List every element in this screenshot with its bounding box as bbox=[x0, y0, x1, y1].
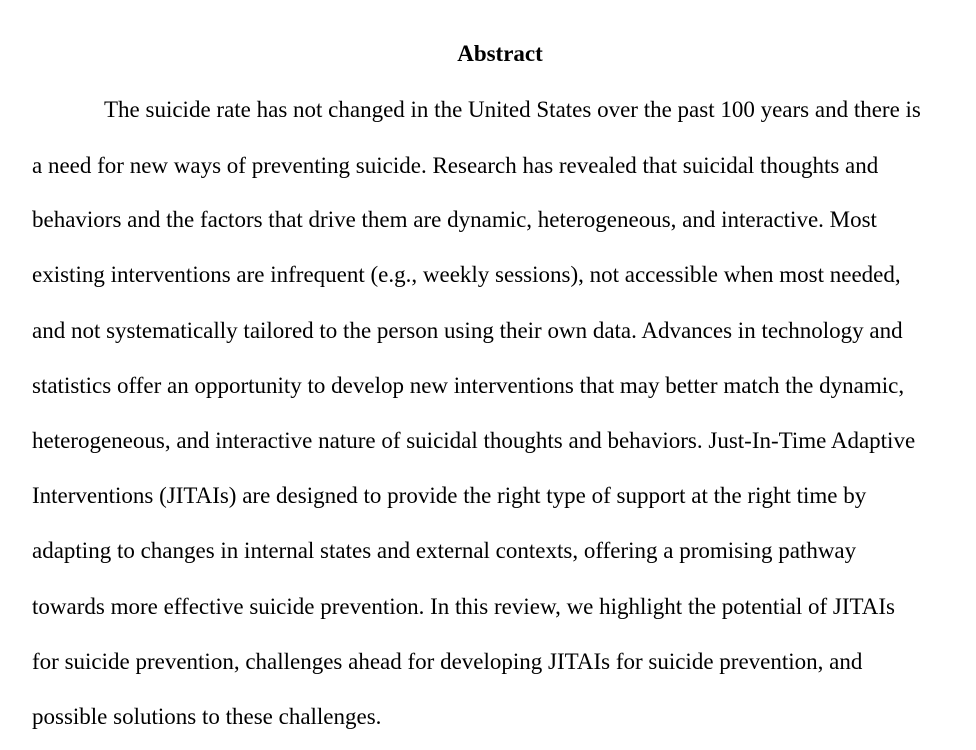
abstract-heading: Abstract bbox=[457, 41, 543, 66]
abstract-line-9: adapting to changes in internal states and external contexts, offering a promising pathway bbox=[32, 538, 857, 563]
abstract-line-8: Interventions (JITAIs) are designed to provide the right type of support at the right time by bbox=[32, 483, 867, 508]
abstract-line-6: statistics offer an opportunity to develop new interventions that may better match the dynamic, bbox=[32, 373, 905, 398]
abstract-line-4: existing interventions are infrequent (e.g., weekly sessions), not accessible when most needed, bbox=[32, 262, 901, 287]
abstract-line-7: heterogeneous, and interactive nature of suicidal thoughts and behaviors. Just-In-Time Adaptive bbox=[32, 428, 916, 453]
abstract-line-3: behaviors and the factors that drive them are dynamic, heterogeneous, and interactive. Most bbox=[32, 207, 877, 232]
abstract-line-10: towards more effective suicide prevention. In this review, we highlight the potential of JITAIs bbox=[32, 594, 895, 619]
abstract-line-5: and not systematically tailored to the person using their own data. Advances in technology and bbox=[32, 318, 903, 343]
abstract-line-12: possible solutions to these challenges. bbox=[32, 704, 382, 729]
abstract-line-2: a need for new ways of preventing suicide. Research has revealed that suicidal thoughts and bbox=[32, 153, 879, 178]
abstract-line-11: for suicide prevention, challenges ahead for developing JITAIs for suicide prevention, and bbox=[32, 649, 863, 674]
abstract-line-1: The suicide rate has not changed in the United States over the past 100 years and there is bbox=[104, 97, 921, 122]
